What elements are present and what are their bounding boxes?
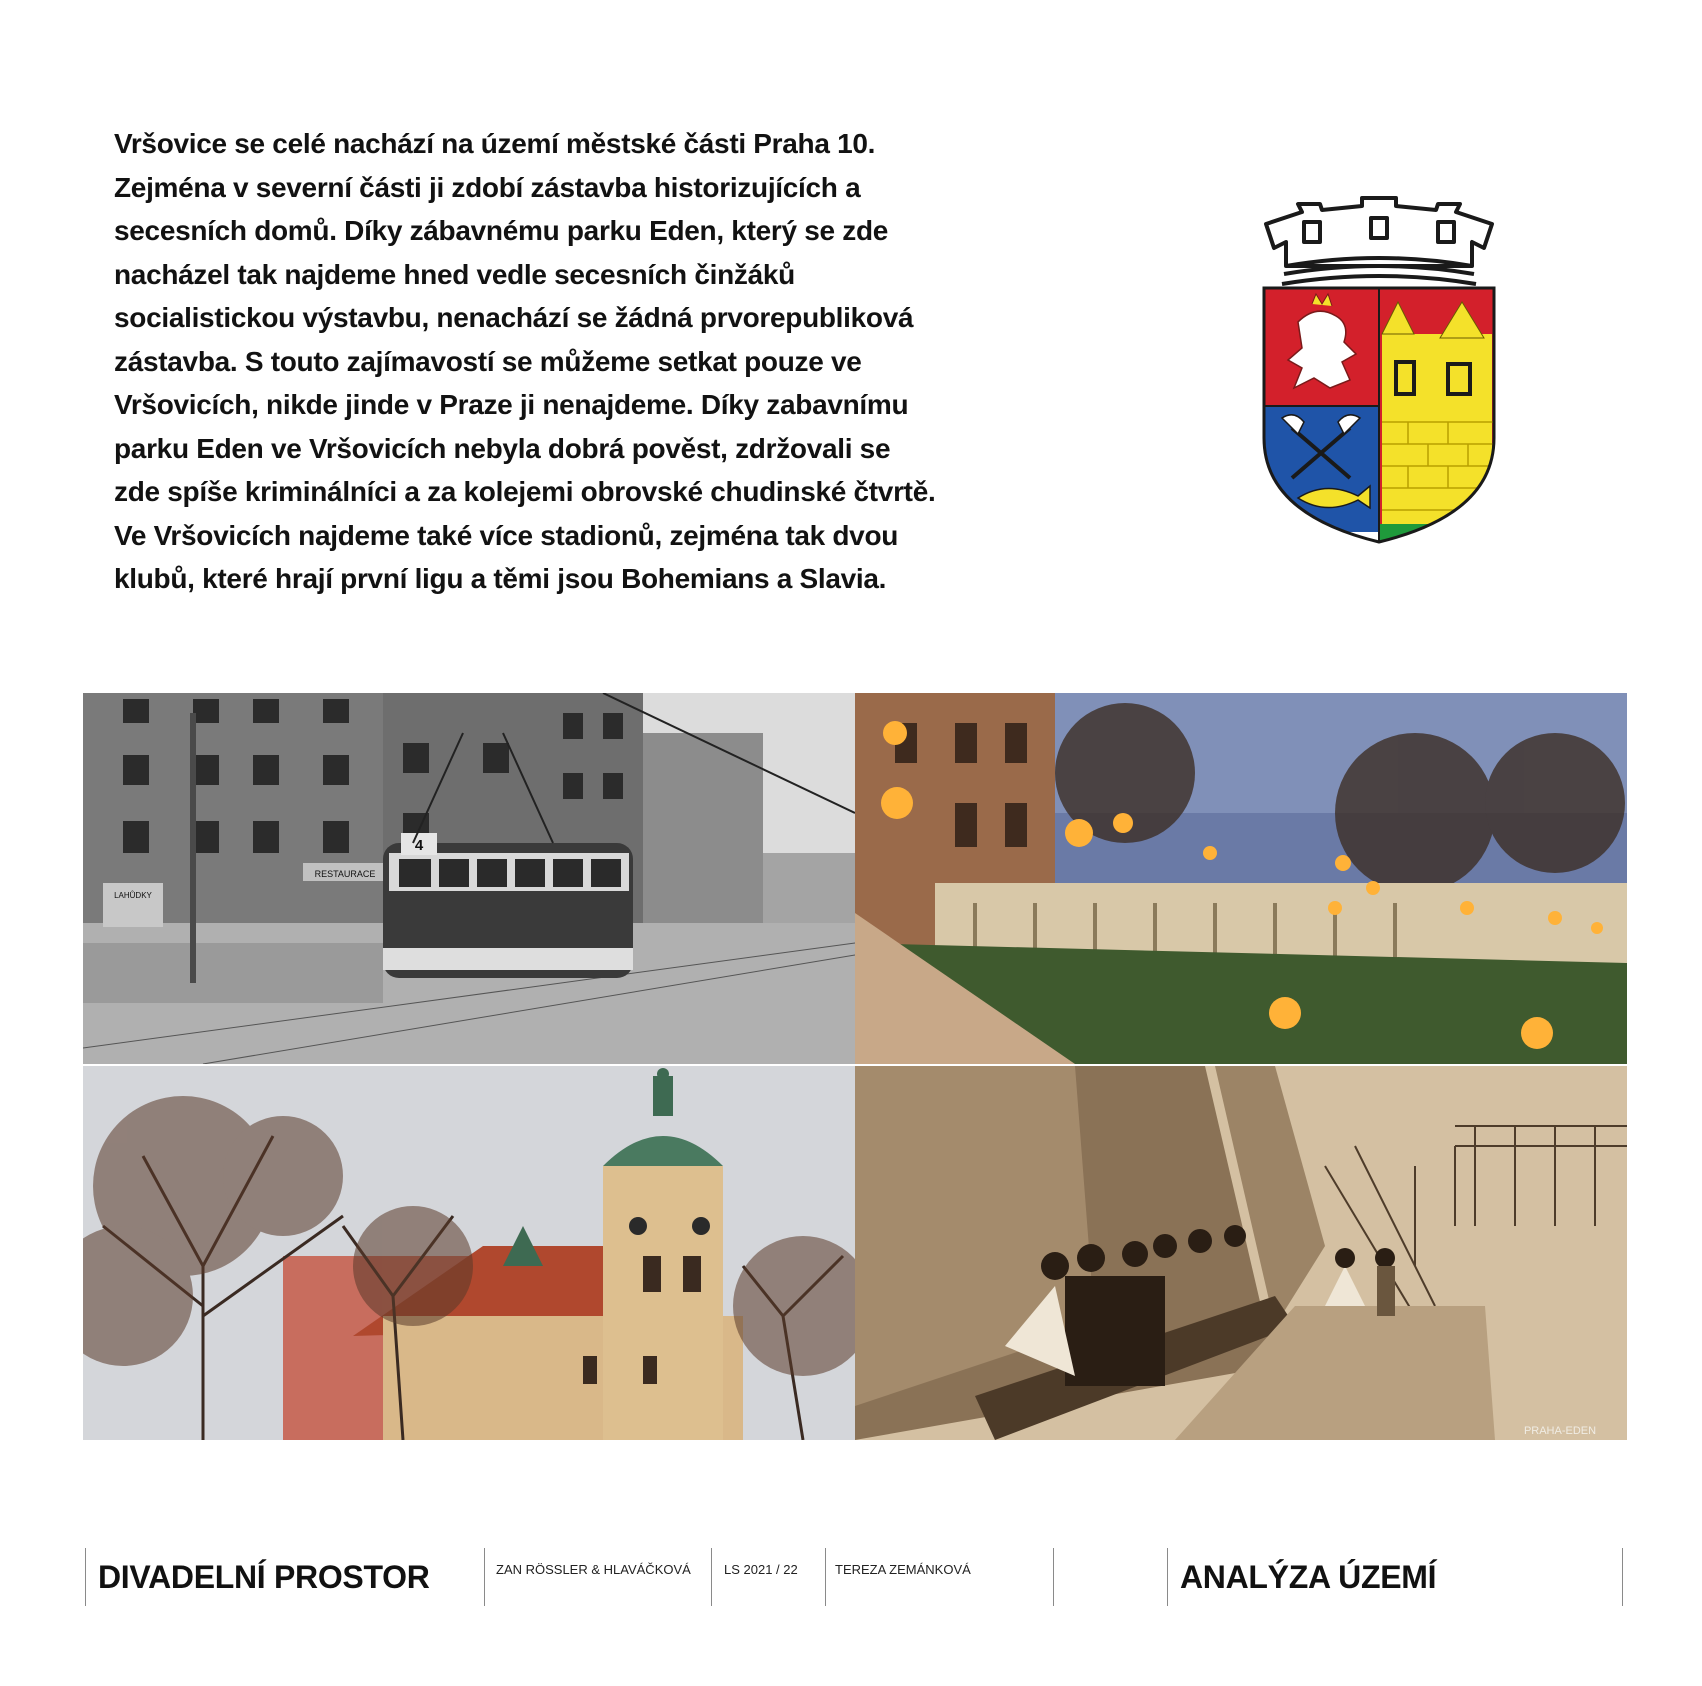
intro-line: Vršovice se celé nachází na území městské části Praha 10. [114,128,876,159]
intro-paragraph [114,122,1134,601]
photo-church [83,1066,855,1440]
coat-of-arms-graphic [1258,192,1500,544]
shield-icon [1264,288,1494,544]
photo-tram-street [83,693,855,1064]
intro-line: socialistickou výstavbu, nenachází se žádná prvorepubliková [114,302,914,333]
footer-separator [825,1548,826,1606]
intro-line: nacházel tak najdeme hned vedle secesních činžáků [114,258,795,290]
intro-line: klubů, které hrají první ligu a těmi jsou Bohemians a Slavia. [114,563,887,594]
photo-park-dusk [855,693,1627,1064]
footer-semester: LS 2021 / 22 [724,1562,798,1577]
footer-separator [1622,1548,1623,1606]
footer-separator [1053,1548,1054,1606]
footer-separator [85,1548,86,1606]
page-footer [0,1548,1702,1610]
footer-separator [711,1548,712,1606]
tram-number-sign: 4 [414,837,424,854]
intro-line: secesních domů. Díky zábavnému parku Eden, který se zde [114,215,889,246]
photo-gallery [83,693,1627,1440]
mural-crown-icon [1266,198,1492,284]
footer-separator [1167,1548,1168,1606]
footer-authors: ZAN RÖSSLER & HLAVÁČKOVÁ [496,1562,691,1577]
footer-separator [484,1548,485,1606]
shop-sign: LAHŮDKY [114,891,152,900]
praha-10-coat-of-arms-icon [1258,192,1500,544]
project-title: DIVADELNÍ PROSTOR [98,1559,430,1595]
footer-student: TEREZA ZEMÁNKOVÁ [835,1562,971,1577]
intro-line: Vršovicích, nikde jinde v Praze ji nenajdeme. Díky zabavnímu [114,389,909,420]
intro-line: parku Eden ve Vršovicích nebyla dobrá pověst, zdržovali se [114,432,891,464]
photo-caption: PRAHA-EDEN [1523,1425,1597,1437]
intro-line: Ve Vršovicích najdeme také více stadionů, zejména tak dvou [114,519,899,551]
restaurant-sign: RESTAURACE [314,869,376,879]
intro-line: zde spíše kriminálníci a za kolejemi obrovské chudinské čtvrtě. [114,476,936,507]
intro-line: zástavba. S touto zajímavostí se můžeme setkat pouze ve [114,345,862,377]
intro-line: Zejména v severní části ji zdobí zástavba historizujících a [114,171,861,203]
photo-eden-sepia [855,1066,1627,1440]
section-title: ANALÝZA ÚZEMÍ [1180,1559,1437,1595]
